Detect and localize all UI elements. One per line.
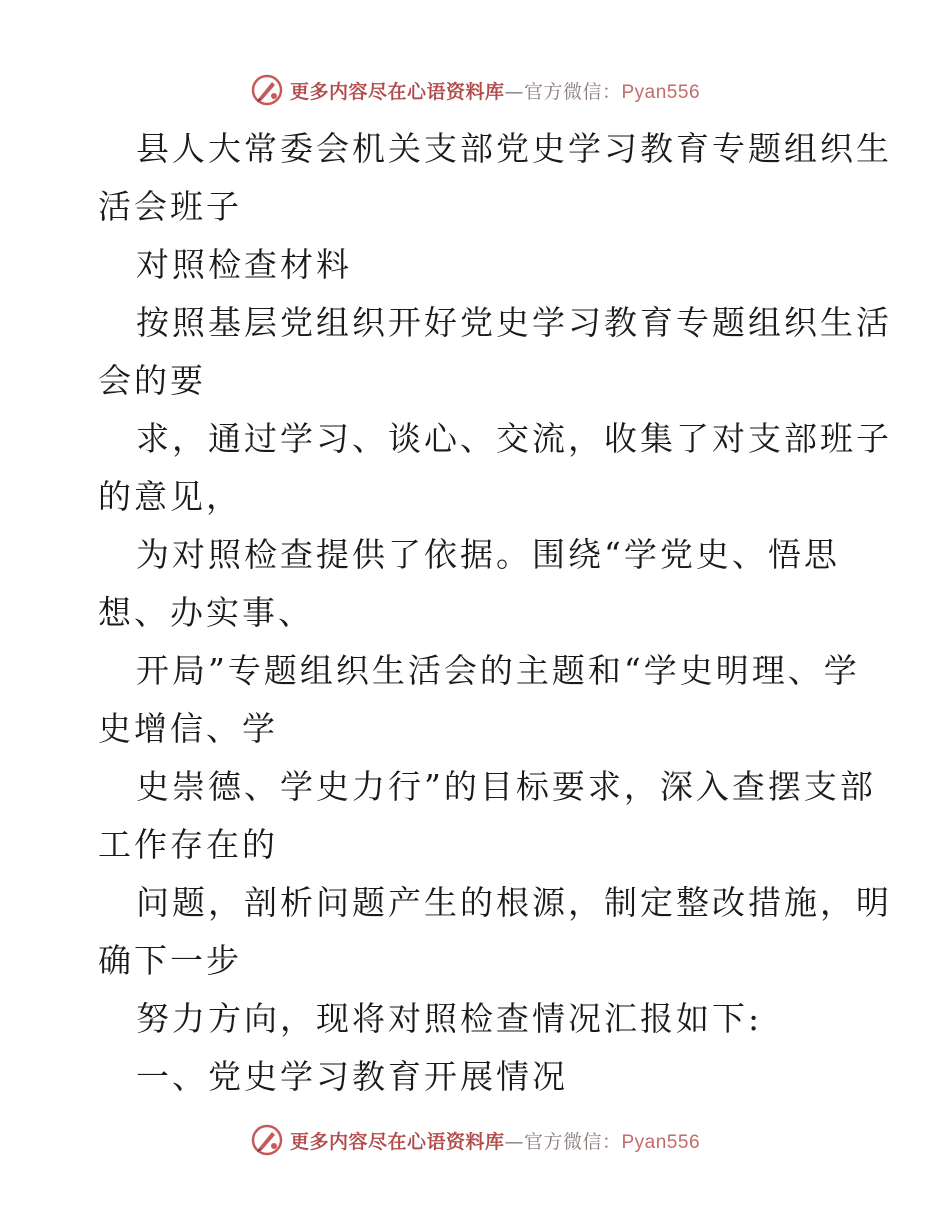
document-line: 的意见， (98, 477, 242, 516)
document-body (98, 120, 892, 1106)
watermark-text (290, 1127, 700, 1154)
watermark-brand: 更多内容尽在心语资料库 (289, 1130, 505, 1153)
document-line: 为对照检查提供了依据。围绕“学党史、悟思 (136, 535, 840, 574)
document-line: 想、办实事、 (98, 593, 314, 632)
document-line: 史崇德、学史力行”的目标要求，深入查摆支部 (136, 767, 876, 806)
document-line: 史增信、学 (98, 709, 278, 748)
header-watermark (0, 70, 950, 110)
watermark-wechat-handle: Pyan556 (621, 1131, 701, 1153)
document-line: 一、党史学习教育开展情况 (136, 1057, 568, 1096)
watermark-brand: 更多内容尽在心语资料库 (289, 80, 505, 103)
document-line: 会的要 (98, 361, 206, 400)
footer-watermark (0, 1120, 950, 1160)
document-line: 活会班子 (98, 187, 242, 226)
document-line: 开局”专题组织生活会的主题和“学史明理、学 (136, 651, 860, 690)
quill-pen-icon (250, 73, 284, 107)
document-line: 求，通过学习、谈心、交流，收集了对支部班子 (136, 419, 892, 458)
document-line: 按照基层党组织开好党史学习教育专题组织生活 (136, 303, 892, 342)
quill-pen-icon (250, 1123, 284, 1157)
document-line: 努力方向，现将对照检查情况汇报如下: (136, 999, 763, 1038)
watermark-separator: — (504, 1130, 524, 1153)
watermark-text (290, 77, 700, 104)
document-line: 县人大常委会机关支部党史学习教育专题组织生 (136, 129, 892, 168)
document-line: 确下一步 (98, 941, 242, 980)
document-line: 工作存在的 (98, 825, 278, 864)
watermark-wechat-handle: Pyan556 (621, 81, 701, 103)
watermark-wechat-label: 官方微信： (523, 80, 622, 103)
watermark-separator: — (504, 80, 524, 103)
document-line: 对照检查材料 (136, 245, 352, 284)
document-line: 问题，剖析问题产生的根源，制定整改措施，明 (136, 883, 892, 922)
watermark-wechat-label: 官方微信： (523, 1130, 622, 1153)
